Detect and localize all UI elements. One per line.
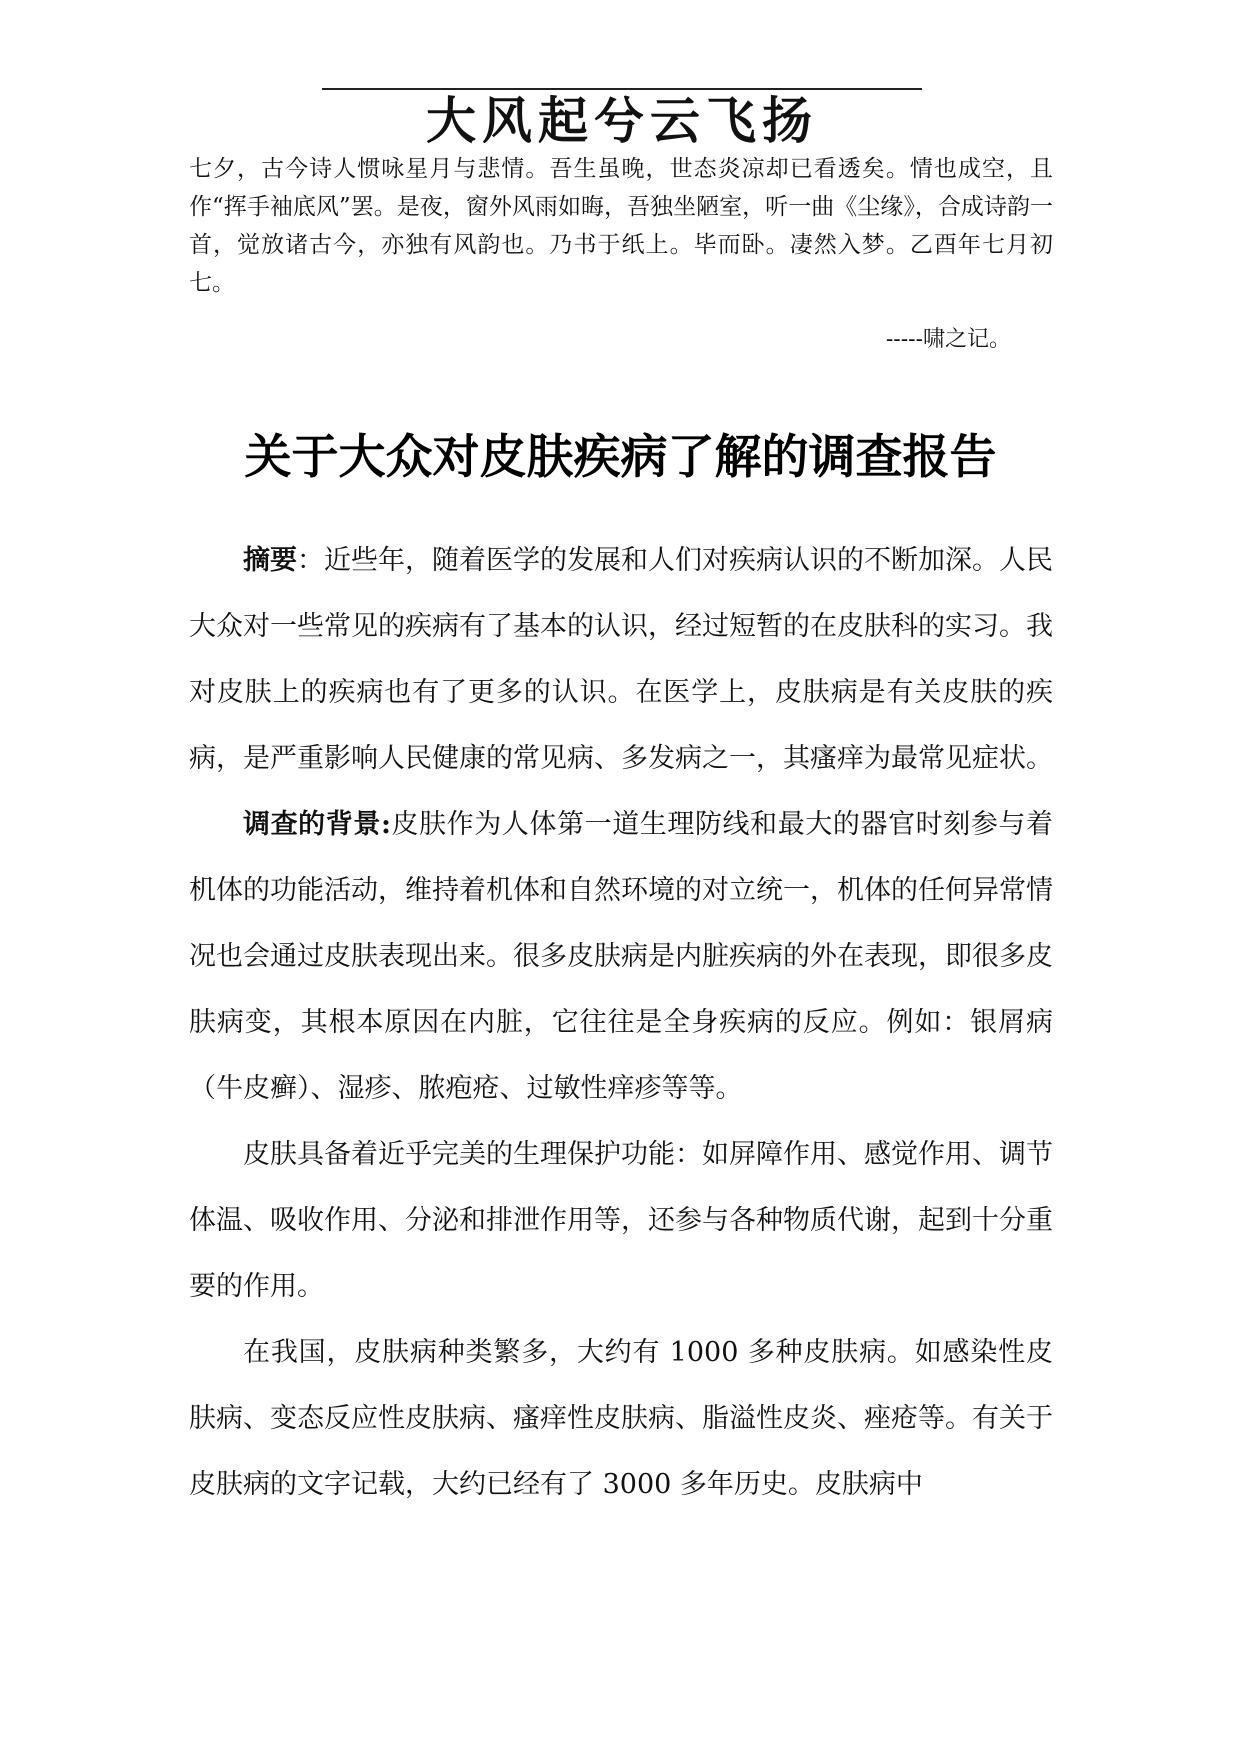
banner-calligraphy: 大风起兮云飞扬: [426, 91, 818, 150]
background-label: 调查的背景: [243, 809, 381, 840]
report-body: [189, 528, 1053, 1518]
abstract-paragraph: [189, 528, 1053, 792]
preface-paragraph: 七夕，古今诗人惯咏星月与悲情。吾生虽晚，世态炎凉却已看透矣。情也成空，且作“挥手袖底风”罢。是夜，窗外风雨如晦，吾独坐陋室，听一曲《尘缘》，合成诗韵一首，觉放诸古今，亦独有风韵也。乃书于纸上。毕而卧。凄然入梦。乙酉年七月初七。: [189, 156, 1053, 296]
abstract-colon: ：: [297, 545, 324, 576]
background-text: 皮肤作为人体第一道生理防线和最大的器官时刻参与着机体的功能活动，维持着机体和自然环境的对立统一，机体的任何异常情况也会通过皮肤表现出来。很多皮肤病是内脏疾病的外在表现，即很多皮肤病变，其根本原因在内脏，它往往是全身疾病的反应。例如：银屑病（牛皮癣）、湿疹、脓疱疮、过敏性痒疹等等。: [189, 809, 1053, 1104]
skin-disease-types-paragraph: 在我国，皮肤病种类繁多，大约有 1000 多种皮肤病。如感染性皮肤病、变态反应性皮肤病、瘙痒性皮肤病、脂溢性皮炎、痤疮等。有关于皮肤病的文字记载，大约已经有了 3000 多年历史。皮肤病中: [189, 1337, 1053, 1500]
background-colon: :: [380, 809, 391, 840]
report-title: 关于大众对皮肤疾病了解的调查报告: [244, 430, 997, 485]
abstract-text: 近些年，随着医学的发展和人们对疾病认识的不断加深。人民大众对一些常见的疾病有了基本的认识，经过短暂的在皮肤科的实习。我对皮肤上的疾病也有了更多的认识。在医学上，皮肤病是有关皮肤的疾病，是严重影响人民健康的常见病、多发病之一，其瘙痒为最常见症状。: [189, 545, 1053, 774]
preface-signature: -----啸之记。: [885, 327, 1011, 352]
skin-function-paragraph: 皮肤具备着近乎完美的生理保护功能：如屏障作用、感觉作用、调节体温、吸收作用、分泌和排泄作用等，还参与各种物质代谢，起到十分重要的作用。: [189, 1139, 1053, 1302]
header-rule: [322, 88, 922, 90]
background-paragraph: [189, 792, 1053, 1122]
abstract-label: 摘要: [243, 545, 297, 576]
